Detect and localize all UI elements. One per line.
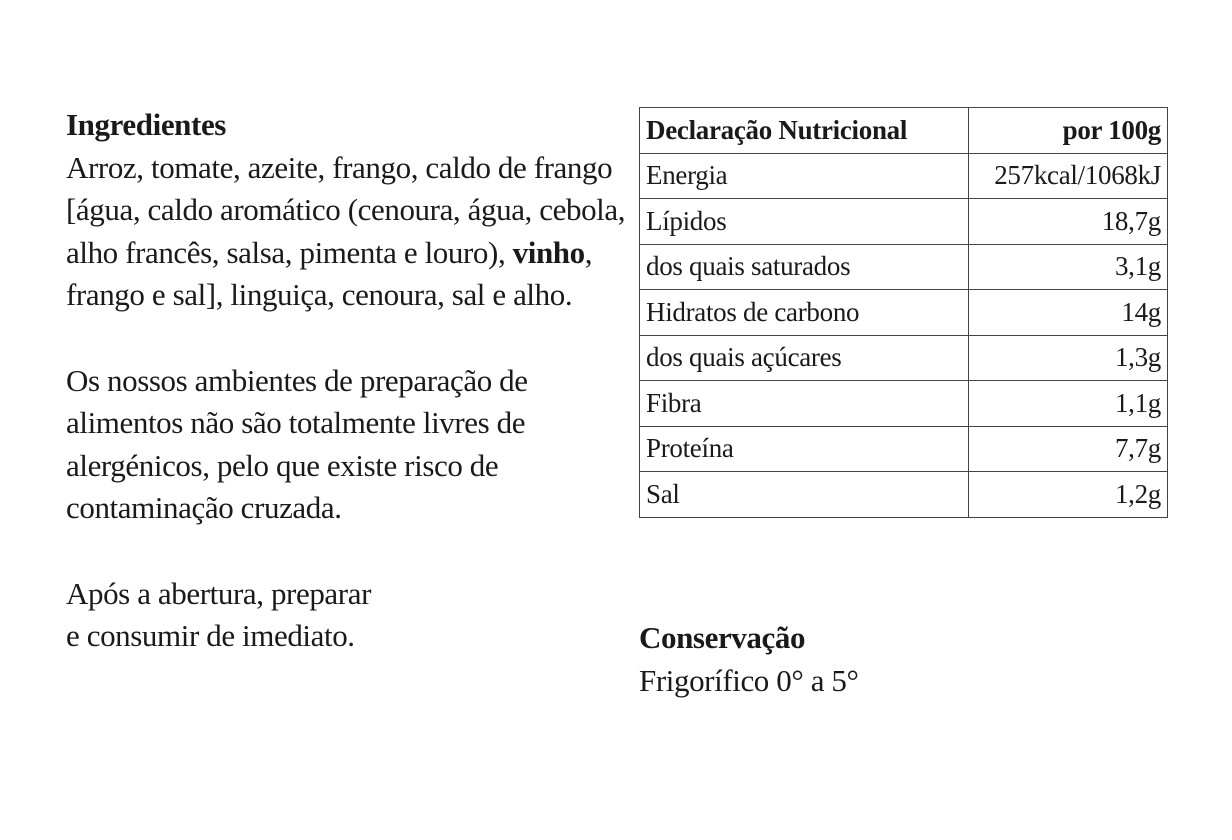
- nutrient-value: 3,1g: [969, 244, 1168, 290]
- ingredients-text-end: , frango e sal], linguiça, cenoura, sal e alho.: [66, 234, 593, 312]
- table-row: [640, 335, 1168, 381]
- nutrient-value: 7,7g: [969, 426, 1168, 472]
- nutrient-label: dos quais saturados: [640, 244, 969, 290]
- nutrient-value: 1,1g: [969, 381, 1168, 427]
- nutrient-label: Lípidos: [640, 199, 969, 245]
- conservation-heading: Conservação: [639, 620, 806, 655]
- ingredients-text-start: Arroz, tomate, azeite, frango, caldo de frango [água, caldo aromático (cenoura, água, cebola, alho francês, salsa, pimenta e louro),: [66, 149, 626, 270]
- left-column: [66, 104, 626, 701]
- table-row: [640, 381, 1168, 427]
- nutrient-label: Sal: [640, 472, 969, 518]
- table-row: [640, 199, 1168, 245]
- table-row: [640, 153, 1168, 199]
- allergen-notice: Os nossos ambientes de preparação de alimentos não são totalmente livres de alergénicos, pelo que existe risco de contaminação cruzada.: [66, 362, 528, 525]
- nutrient-label: Energia: [640, 153, 969, 199]
- table-row: [640, 290, 1168, 336]
- nutrient-value: 1,3g: [969, 335, 1168, 381]
- nutrition-header-label: Declaração Nutricional: [640, 108, 969, 154]
- ingredients-section: [66, 104, 626, 317]
- table-row: [640, 244, 1168, 290]
- nutrient-value: 18,7g: [969, 199, 1168, 245]
- nutrition-header-value: por 100g: [969, 108, 1168, 154]
- nutrient-value: 257kcal/1068kJ: [969, 153, 1168, 199]
- table-row: [640, 472, 1168, 518]
- conservation-text: Frigorífico 0° a 5°: [639, 662, 859, 698]
- nutrient-label: dos quais açúcares: [640, 335, 969, 381]
- nutrient-value: 1,2g: [969, 472, 1168, 518]
- allergen-highlight: vinho: [512, 234, 585, 270]
- table-row: [640, 426, 1168, 472]
- nutrient-value: 14g: [969, 290, 1168, 336]
- usage-line-1: Após a abertura, preparar: [66, 575, 371, 611]
- ingredients-list: [66, 147, 626, 317]
- nutrient-label: Hidratos de carbono: [640, 290, 969, 336]
- nutrient-label: Fibra: [640, 381, 969, 427]
- nutrient-label: Proteína: [640, 426, 969, 472]
- nutrition-header-row: [640, 108, 1168, 154]
- nutrition-table: [639, 107, 1168, 518]
- usage-instructions: [66, 573, 626, 658]
- conservation-section: [639, 617, 859, 702]
- ingredients-heading: Ingredientes: [66, 107, 226, 142]
- usage-line-2: e consumir de imediato.: [66, 618, 355, 653]
